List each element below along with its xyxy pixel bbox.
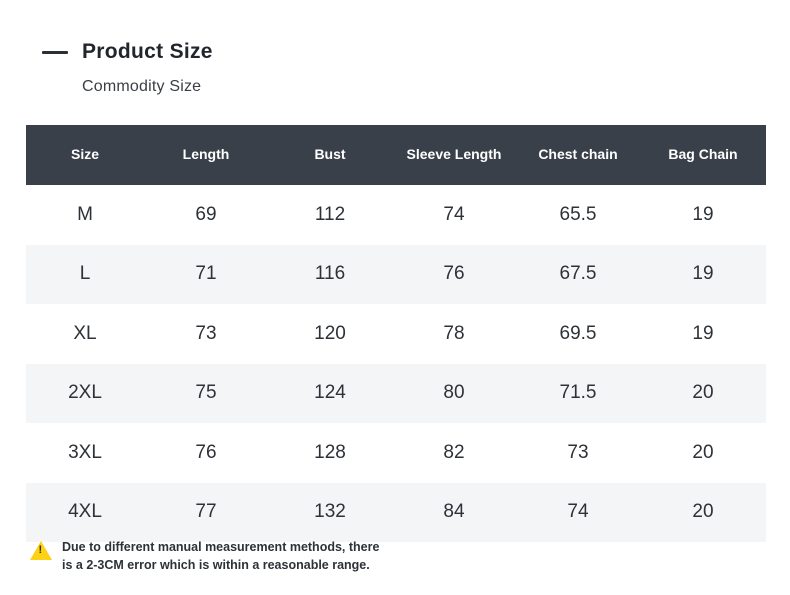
cell-bust: 132	[268, 483, 392, 543]
table-body	[26, 185, 766, 542]
cell-bag-chain: 20	[640, 364, 766, 424]
cell-chest-chain: 74	[516, 483, 640, 543]
cell-chest-chain: 71.5	[516, 364, 640, 424]
cell-chest-chain: 69.5	[516, 304, 640, 364]
cell-sleeve-length: 80	[392, 364, 516, 424]
cell-length: 77	[144, 483, 268, 543]
column-header-length: Length	[144, 125, 268, 185]
cell-sleeve-length: 74	[392, 185, 516, 245]
cell-size: 3XL	[26, 423, 144, 483]
cell-bust: 124	[268, 364, 392, 424]
cell-bust: 128	[268, 423, 392, 483]
note-line-2: is a 2-3CM error which is within a reasonable range.	[62, 558, 370, 573]
cell-size: L	[26, 245, 144, 305]
cell-bust: 116	[268, 245, 392, 305]
table-row	[26, 185, 766, 245]
table-row	[26, 245, 766, 305]
cell-length: 69	[144, 185, 268, 245]
cell-chest-chain: 65.5	[516, 185, 640, 245]
page-header	[42, 40, 213, 64]
cell-sleeve-length: 84	[392, 483, 516, 543]
cell-length: 75	[144, 364, 268, 424]
table-row	[26, 304, 766, 364]
column-header-size: Size	[26, 125, 144, 185]
cell-chest-chain: 67.5	[516, 245, 640, 305]
cell-bag-chain: 20	[640, 423, 766, 483]
cell-size: XL	[26, 304, 144, 364]
section-subtitle: Commodity Size	[82, 78, 202, 95]
cell-bust: 112	[268, 185, 392, 245]
column-header-bag-chain: Bag Chain	[640, 125, 766, 185]
column-header-chest-chain: Chest chain	[516, 125, 640, 185]
warning-icon	[30, 541, 52, 560]
table-header	[26, 125, 766, 185]
cell-length: 73	[144, 304, 268, 364]
column-header-bust: Bust	[268, 125, 392, 185]
note-text-block	[62, 538, 379, 574]
size-table	[26, 125, 766, 542]
cell-size: M	[26, 185, 144, 245]
cell-size: 4XL	[26, 483, 144, 543]
measurement-note	[30, 538, 460, 574]
cell-length: 71	[144, 245, 268, 305]
cell-sleeve-length: 76	[392, 245, 516, 305]
table-row	[26, 483, 766, 543]
cell-sleeve-length: 82	[392, 423, 516, 483]
dash-icon	[42, 51, 68, 54]
note-line-1: Due to different manual measurement methods, there	[62, 540, 380, 554]
cell-bust: 120	[268, 304, 392, 364]
cell-bag-chain: 19	[640, 185, 766, 245]
table-row	[26, 364, 766, 424]
cell-sleeve-length: 78	[392, 304, 516, 364]
cell-chest-chain: 73	[516, 423, 640, 483]
cell-bag-chain: 20	[640, 483, 766, 543]
cell-length: 76	[144, 423, 268, 483]
table-header-row	[26, 125, 766, 185]
cell-bag-chain: 19	[640, 304, 766, 364]
cell-bag-chain: 19	[640, 245, 766, 305]
table-row	[26, 423, 766, 483]
cell-size: 2XL	[26, 364, 144, 424]
page-title: Product Size	[82, 40, 213, 63]
column-header-sleeve-length: Sleeve Length	[392, 125, 516, 185]
